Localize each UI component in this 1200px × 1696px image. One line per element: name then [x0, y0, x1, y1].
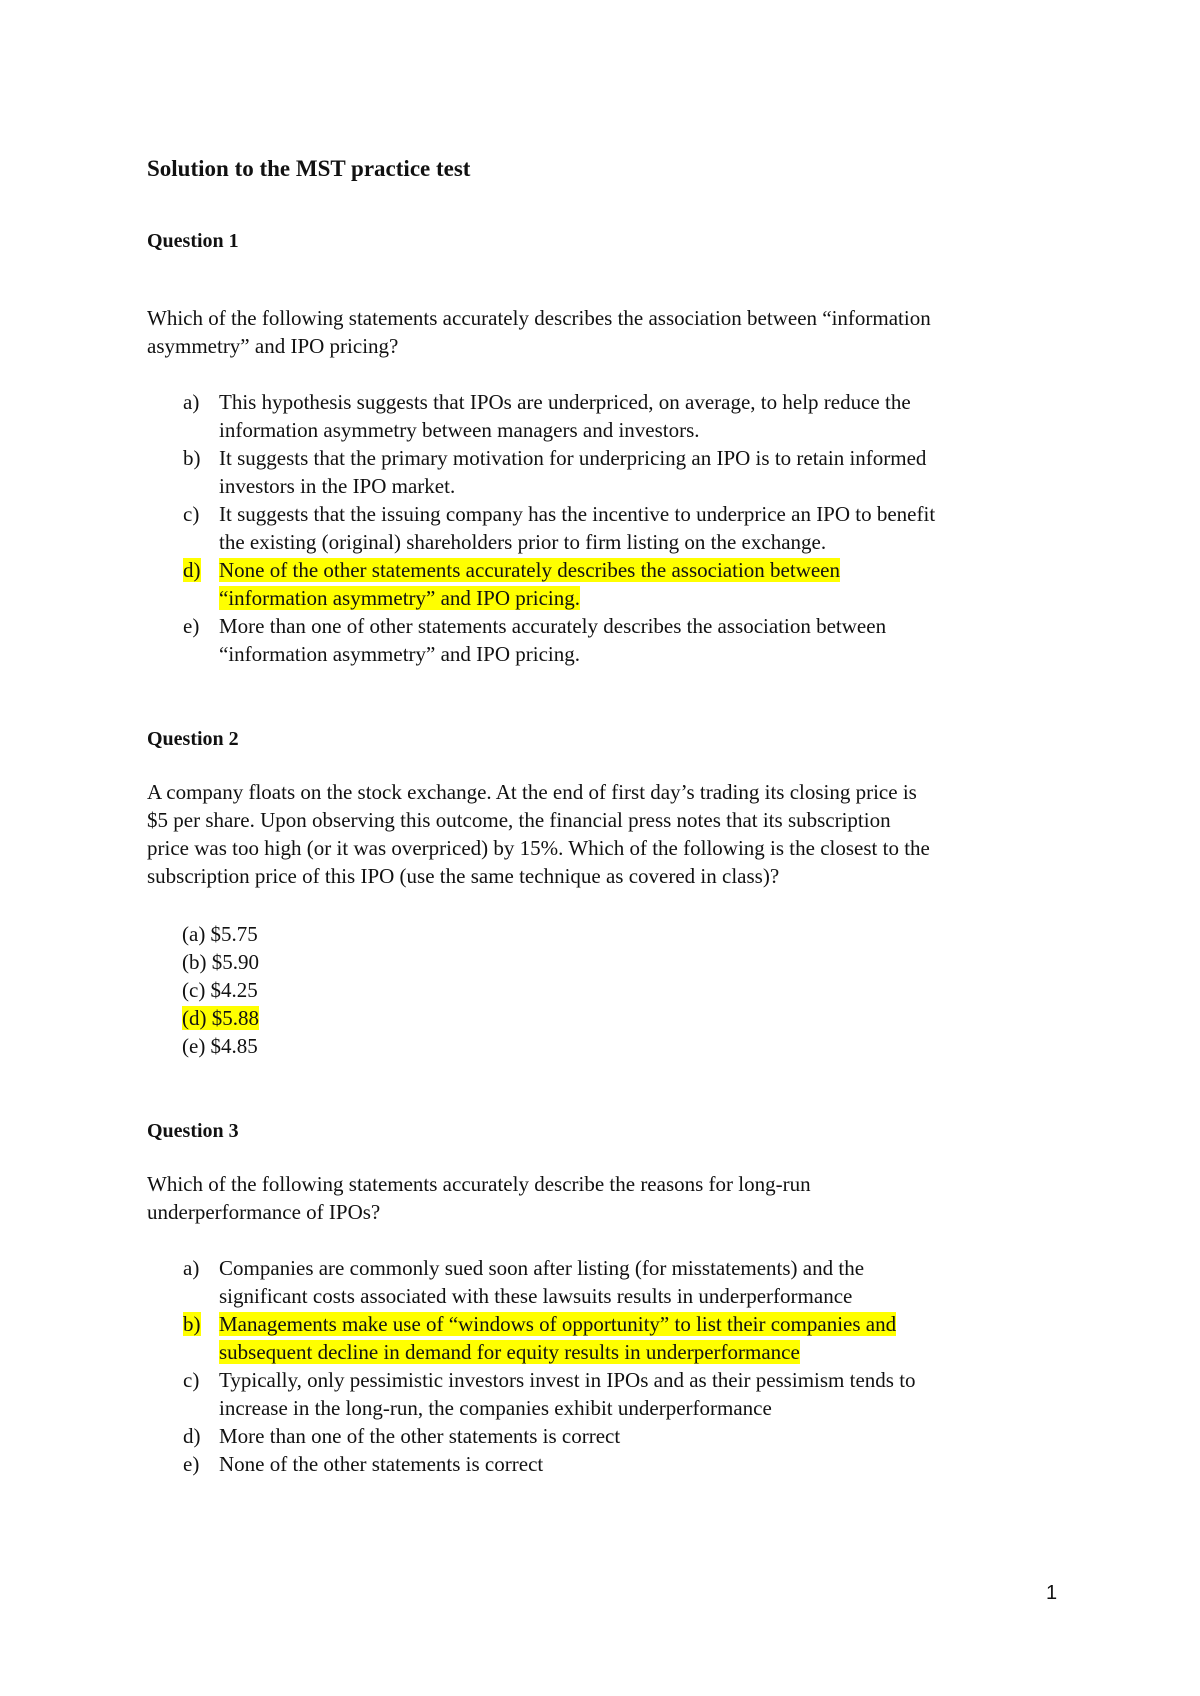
option-a [147, 388, 1077, 444]
option-text: More than one of the other statements is correct [219, 1424, 621, 1448]
stem-line: $5 per share. Upon observing this outcome, the financial press notes that its subscription [147, 808, 891, 832]
option-text: It suggests that the issuing company has the incentive to underprice an IPO to benefit [219, 502, 936, 526]
option-d-correct-answer: (d) $5.88 [182, 1006, 259, 1030]
stem-line: price was too high (or it was overpriced) by 15%. Which of the following is the closest to the [147, 836, 930, 860]
page-number: 1 [1046, 1582, 1058, 1604]
option-marker: a) [183, 390, 200, 414]
option-text: More than one of other statements accurately describes the association between [219, 614, 887, 638]
option-marker: b) [183, 446, 201, 470]
option-b: (b) $5.90 [182, 950, 259, 974]
option-text: “information asymmetry” and IPO pricing. [219, 642, 580, 666]
option-e [147, 1450, 1077, 1478]
option-text: This hypothesis suggests that IPOs are underpriced, on average, to help reduce the [219, 390, 911, 414]
highlighted-answer-text: subsequent decline in demand for equity results in underperformance [219, 1340, 800, 1364]
question-3-heading: Question 3 [147, 1120, 239, 1142]
option-text: Companies are commonly sued soon after listing (for misstatements) and the [219, 1256, 865, 1280]
highlighted-answer-text: None of the other statements accurately describes the association between [219, 558, 841, 582]
option-b [147, 444, 1077, 500]
option-marker: c) [183, 502, 200, 526]
option-marker: c) [183, 1368, 200, 1392]
option-text: Typically, only pessimistic investors invest in IPOs and as their pessimism tends to [219, 1368, 916, 1392]
stem-line: A company floats on the stock exchange. At the end of first day’s trading its closing price is [147, 780, 917, 804]
option-text: None of the other statements is correct [219, 1452, 544, 1476]
option-marker: d) [183, 558, 201, 582]
option-text: increase in the long-run, the companies exhibit underperformance [219, 1396, 772, 1420]
option-marker: b) [183, 1312, 201, 1336]
stem-line: subscription price of this IPO (use the same technique as covered in class)? [147, 864, 780, 888]
stem-line: Which of the following statements accurately describe the reasons for long-run [147, 1172, 811, 1196]
stem-line: asymmetry” and IPO pricing? [147, 334, 399, 358]
option-a: (a) $5.75 [182, 922, 258, 946]
option-text: information asymmetry between managers and investors. [219, 418, 700, 442]
option-a [147, 1254, 1077, 1310]
option-d-correct-answer [147, 556, 1077, 612]
question-1-stem [147, 304, 1077, 360]
stem-line: Which of the following statements accurately describes the association between “information [147, 306, 931, 330]
option-c [147, 500, 1077, 556]
option-marker: d) [183, 1424, 201, 1448]
option-c [147, 1366, 1077, 1422]
question-3-options [147, 1254, 1077, 1478]
option-marker: e) [183, 1452, 200, 1476]
question-2-options [182, 920, 259, 1060]
option-c: (c) $4.25 [182, 978, 258, 1002]
question-2-heading: Question 2 [147, 728, 239, 750]
option-e [147, 612, 1077, 668]
option-d [147, 1422, 1077, 1450]
highlighted-answer-text: “information asymmetry” and IPO pricing. [219, 586, 580, 610]
option-b-correct-answer [147, 1310, 1077, 1366]
option-marker: e) [183, 614, 200, 638]
stem-line: underperformance of IPOs? [147, 1200, 381, 1224]
option-text: the existing (original) shareholders prior to firm listing on the exchange. [219, 530, 827, 554]
question-1-options [147, 388, 1077, 668]
question-1-heading: Question 1 [147, 230, 239, 252]
option-text: investors in the IPO market. [219, 474, 456, 498]
option-text: significant costs associated with these lawsuits results in underperformance [219, 1284, 853, 1308]
highlighted-answer-text: Managements make use of “windows of opportunity” to list their companies and [219, 1312, 897, 1336]
question-2-stem [147, 778, 1077, 890]
option-text: It suggests that the primary motivation for underpricing an IPO is to retain informed [219, 446, 927, 470]
page-title: Solution to the MST practice test [147, 156, 471, 181]
option-marker: a) [183, 1256, 200, 1280]
option-e: (e) $4.85 [182, 1034, 258, 1058]
question-3-stem [147, 1170, 1077, 1226]
